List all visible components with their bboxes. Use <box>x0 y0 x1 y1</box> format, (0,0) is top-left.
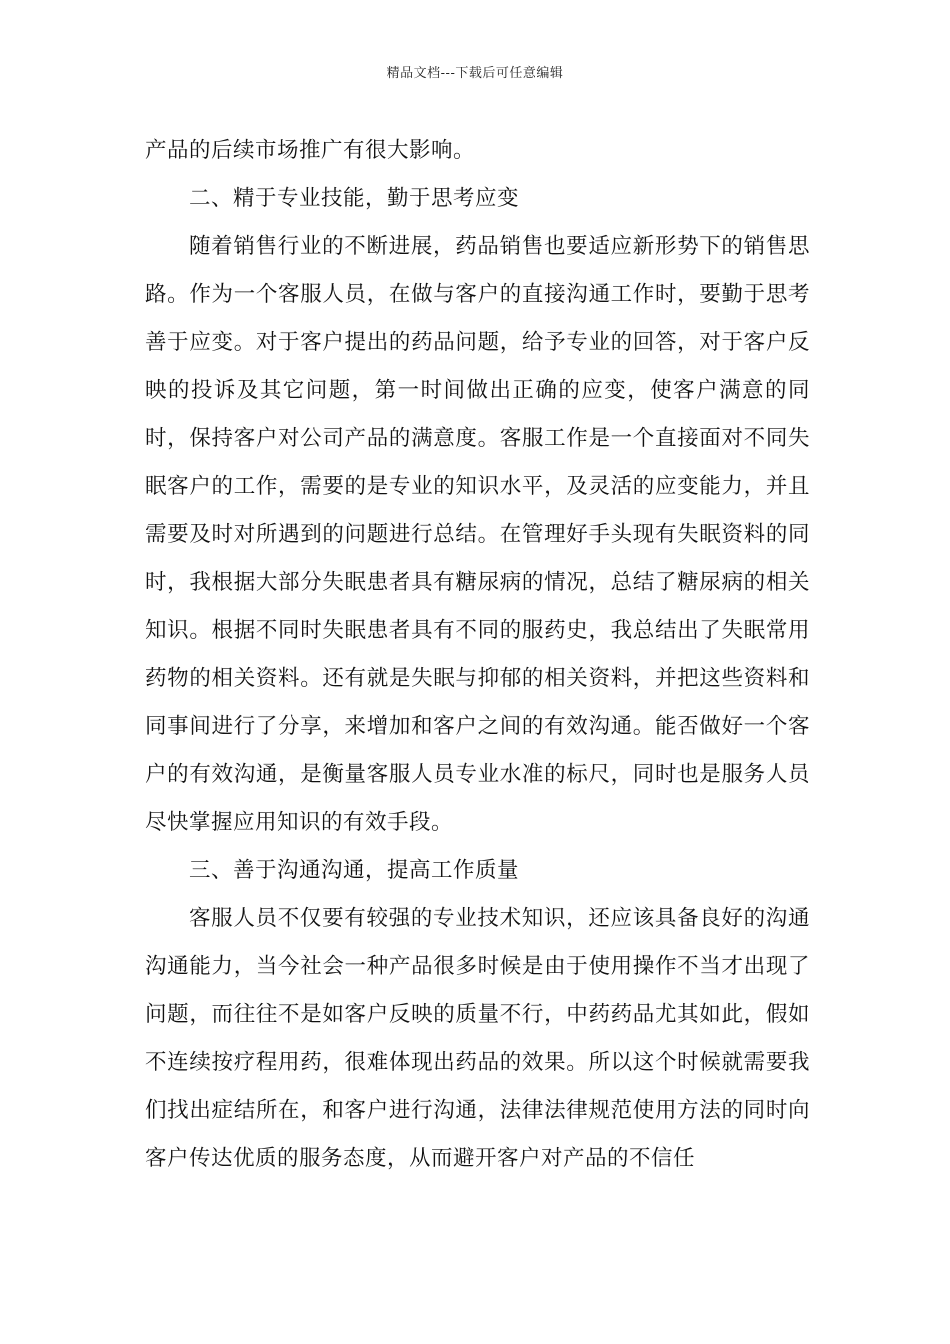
section-heading-3: 三、善于沟通沟通，提高工作质量 <box>189 858 520 883</box>
document-body <box>145 127 810 1183</box>
paragraph-section-2: 随着销售行业的不断进展，药品销售也要适应新形势下的销售思路。作为一个客服人员，在做与客户的直接沟通工作时，要勤于思考善于应变。对于客户提出的药品问题，给予专业的回答，对于客户反映的投诉及其它问题，第一时间做出正确的应变，使客户满意的同时，保持客户对公司产品的满意度。客服工作是一个直接面对不同失眠客户的工作，需要的是专业的知识水平，及灵活的应变能力，并且需要及时对所遇到的问题进行总结。在管理好手头现有失眠资料的同时，我根据大部分失眠患者具有糖尿病的情况，总结了糖尿病的相关知识。根据不同时失眠患者具有不同的服药史，我总结出了失眠常用药物的相关资料。还有就是失眠与抑郁的相关资料，并把这些资料和同事间进行了分享，来增加和客户之间的有效沟通。能否做好一个客户的有效沟通，是衡量客服人员专业水准的标尺，同时也是服务人员尽快掌握应用知识的有效手段。 <box>145 234 810 835</box>
paragraph-section-3: 客服人员不仅要有较强的专业技术知识，还应该具备良好的沟通沟通能力，当今社会一种产品很多时候是由于使用操作不当才出现了问题，而往往不是如客户反映的质量不行，中药药品尤其如此，假如不连续按疗程用药，很难体现出药品的效果。所以这个时候就需要我们找出症结所在，和客户进行沟通，法律法律规范使用方法的同时向客户传达优质的服务态度，从而避开客户对产品的不信任 <box>145 906 810 1171</box>
section-heading-2: 二、精于专业技能，勤于思考应变 <box>189 186 520 211</box>
page-header: 精品文档---下载后可任意编辑 <box>386 66 564 81</box>
paragraph-continuation: 产品的后续市场推广有很大影响。 <box>145 138 476 163</box>
